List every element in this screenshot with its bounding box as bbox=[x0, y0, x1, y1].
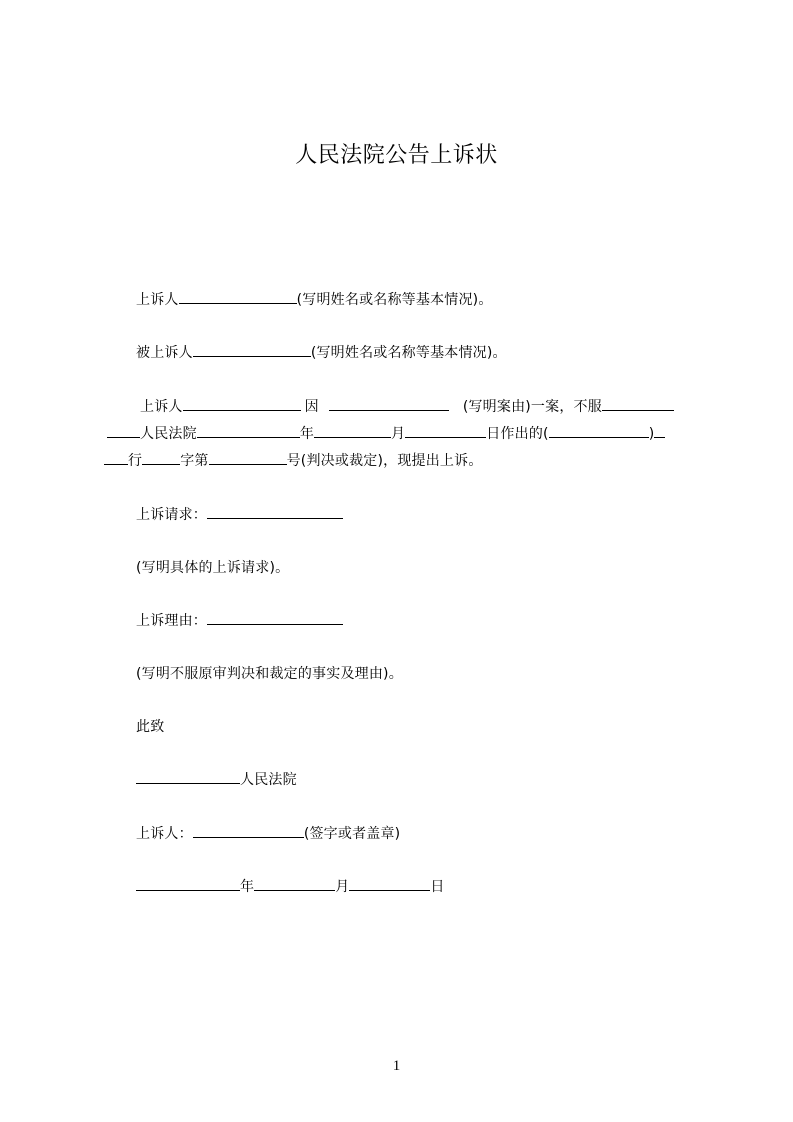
court-name-blank bbox=[136, 771, 240, 784]
request-line bbox=[136, 505, 343, 525]
appellant-note: (写明姓名或名称等基本情况)。 bbox=[296, 292, 493, 308]
appellee-line bbox=[136, 343, 507, 363]
appellee-label: 被上诉人 bbox=[136, 345, 193, 361]
signature-note: (签字或者盖章) bbox=[303, 826, 401, 842]
case-year: 年 bbox=[299, 426, 315, 442]
case-zi-blank bbox=[142, 452, 180, 465]
case-paragraph-line-2 bbox=[107, 424, 665, 444]
case-court: 人民法院 bbox=[140, 426, 197, 442]
date-year: 年 bbox=[240, 879, 255, 895]
court-address: 人民法院 bbox=[240, 772, 297, 788]
case-xing: 行 bbox=[128, 453, 143, 469]
document-title: 人民法院公告上诉状 bbox=[295, 143, 498, 168]
date-day: 日 bbox=[430, 879, 445, 895]
case-zi-di: 字第 bbox=[180, 453, 209, 469]
date-month-blank bbox=[254, 878, 335, 891]
signature-label: 上诉人： bbox=[136, 826, 193, 842]
appellee-blank bbox=[193, 344, 311, 357]
case-appellant-label: 上诉人 bbox=[140, 399, 183, 415]
appellee-note: (写明姓名或名称等基本情况)。 bbox=[310, 345, 507, 361]
date-day-blank bbox=[349, 878, 430, 891]
case-paragraph-line-3 bbox=[104, 451, 483, 471]
case-cause-note: (写明案由)一案，不服 bbox=[462, 399, 602, 415]
case-judgment-blank bbox=[602, 398, 674, 411]
case-appellant-blank bbox=[183, 398, 301, 411]
page-number: 1 bbox=[392, 1058, 401, 1074]
appellant-line bbox=[136, 290, 493, 310]
case-xing-prefix-blank bbox=[104, 452, 128, 465]
court-address-line bbox=[136, 770, 297, 790]
case-month-blank bbox=[314, 425, 391, 438]
signature-line bbox=[136, 824, 400, 844]
appellant-blank bbox=[179, 291, 297, 304]
signature-blank bbox=[193, 825, 304, 838]
request-label: 上诉请求： bbox=[136, 507, 207, 523]
date-line bbox=[136, 877, 445, 897]
case-because: 因 bbox=[304, 399, 319, 415]
case-close-paren: ) bbox=[648, 426, 655, 442]
case-month: 月 bbox=[391, 426, 406, 442]
case-paragraph-line-1 bbox=[140, 397, 674, 417]
case-year-blank bbox=[197, 425, 300, 438]
date-year-blank bbox=[136, 878, 240, 891]
reason-line bbox=[136, 611, 343, 631]
salutation: 此致 bbox=[136, 719, 165, 735]
case-cause-blank bbox=[329, 398, 449, 411]
reason-label: 上诉理由： bbox=[136, 613, 207, 629]
case-tail-blank bbox=[654, 425, 665, 438]
case-day-made: 日作出的( bbox=[486, 426, 549, 442]
request-blank bbox=[207, 506, 343, 519]
case-day-blank bbox=[405, 425, 486, 438]
appellant-label: 上诉人 bbox=[136, 292, 179, 308]
reason-note: (写明不服原审判决和裁定的事实及理由)。 bbox=[136, 666, 403, 682]
case-number-blank bbox=[209, 452, 287, 465]
date-month: 月 bbox=[335, 879, 350, 895]
request-note: (写明具体的上诉请求)。 bbox=[136, 560, 290, 576]
reason-blank bbox=[207, 612, 343, 625]
case-court-blank bbox=[107, 425, 140, 438]
case-type-blank bbox=[549, 425, 649, 438]
case-hao-note: 号(判决或裁定)，现提出上诉。 bbox=[286, 453, 483, 469]
